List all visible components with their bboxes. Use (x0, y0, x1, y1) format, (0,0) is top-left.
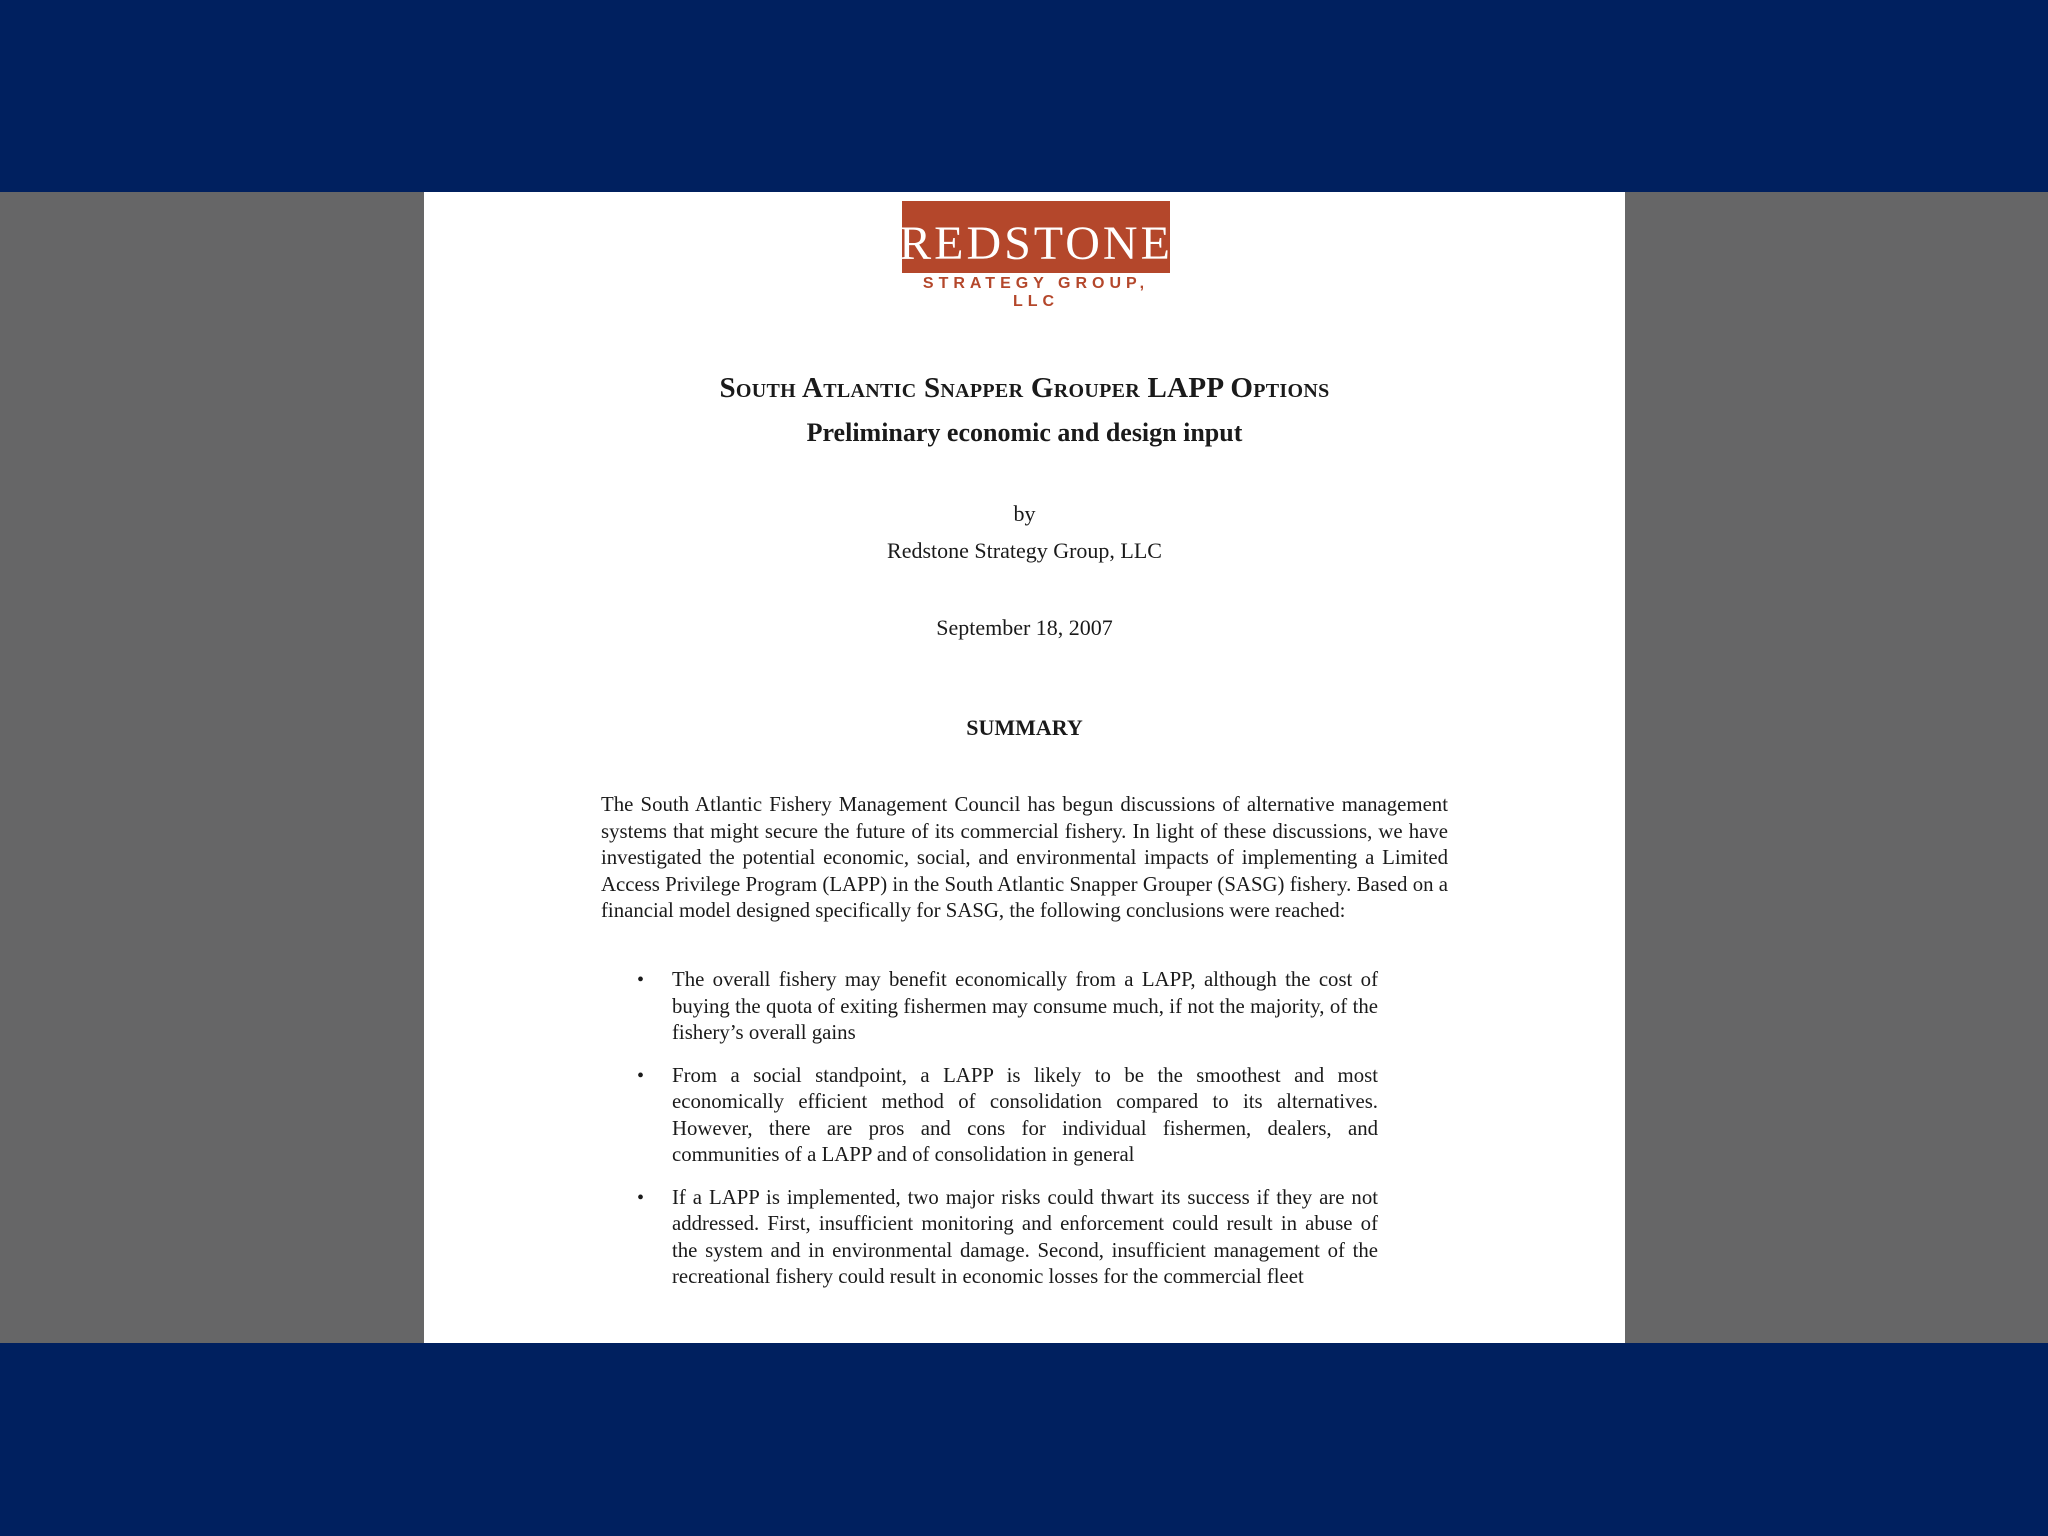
redstone-logo (899, 201, 1173, 310)
list-item (601, 967, 1378, 1047)
conclusions-list (601, 967, 1448, 1307)
list-item (601, 1063, 1378, 1169)
document-title: South Atlantic Snapper Grouper LAPP Options (719, 372, 1330, 404)
logo-box (899, 201, 1173, 273)
bullet-icon: • (637, 1064, 645, 1087)
top-band (0, 0, 2048, 192)
bullet-icon: • (637, 1186, 645, 1209)
list-item-text: From a social standpoint, a LAPP is likely to be the smoothest and most economically efficient method of consolidation compared to its alternatives. However, there are pros and cons for individual fishermen, dealers, and communities of a LAPP and of consolidation in general (672, 1063, 1378, 1166)
logo-tagline: STRATEGY GROUP, LLC (922, 275, 1150, 310)
document-viewer[interactable] (0, 192, 2048, 1343)
document-page (424, 192, 1625, 1343)
summary-heading: SUMMARY (966, 715, 1083, 740)
by-line: by (1013, 501, 1036, 526)
document-date: September 18, 2007 (936, 615, 1113, 640)
bottom-band (0, 1343, 2048, 1536)
logo-wordmark: REDSTONE (899, 217, 1173, 270)
author: Redstone Strategy Group, LLC (887, 538, 1162, 563)
list-item-text: If a LAPP is implemented, two major risks could thwart its success if they are not addressed. First, insufficient monitoring and enforcement could result in abuse of the system and in environmental damage. Second, insufficient management of the recreational fishery could result in economic losses for the commercial fleet (672, 1185, 1378, 1288)
list-item-text: The overall fishery may benefit economically from a LAPP, although the cost of buying the quota of exiting fishermen may consume much, if not the majority, of the fishery’s overall gains (672, 968, 1378, 1044)
summary-intro: The South Atlantic Fishery Management Council has begun discussions of alternative management systems that might secure the future of its commercial fishery. In light of these discussions, we have investigated the potential economic, social, and environmental impacts of implementing a Limited Access Privilege Program (LAPP) in the South Atlantic Snapper Grouper (SASG) fishery. Based on a financial model designed specifically for SASG, the following conclusions were reached: (601, 793, 1448, 922)
document-subtitle: Preliminary economic and design input (806, 418, 1243, 447)
bullet-icon: • (637, 969, 645, 991)
list-item (601, 1185, 1378, 1291)
